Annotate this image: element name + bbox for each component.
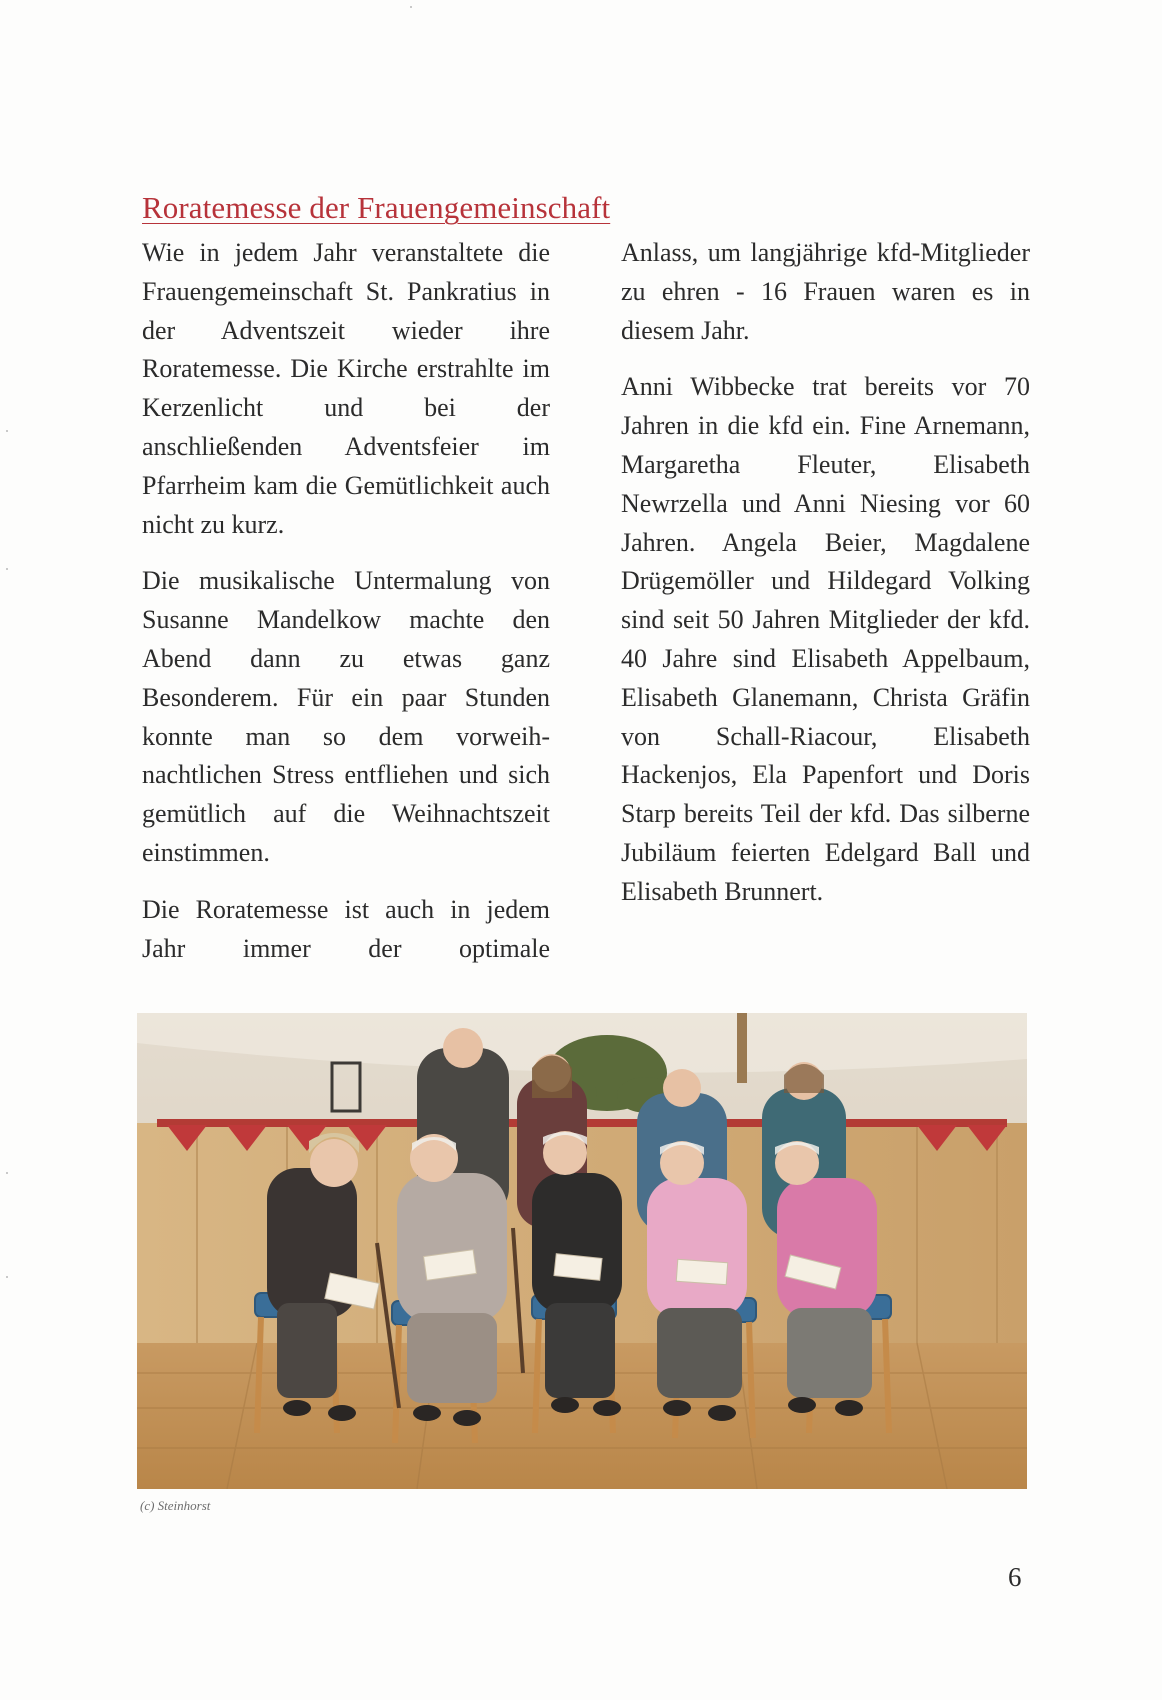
right-text-column (621, 234, 1030, 930)
article-title: Roratemesse der Frauengemeinschaft (142, 190, 611, 225)
group-photo (137, 1013, 1027, 1489)
scan-speck (410, 6, 412, 8)
scan-speck (6, 1276, 8, 1278)
paragraph: Die Roratemesse ist auch in jedem Jahr immer der optimale (142, 894, 550, 963)
paragraph: Anlass, um langjährige kfd-Mitglieder zu ehren - 16 Frauen waren es in diesem Jahr. (621, 238, 1030, 345)
photo-credit: (c) Steinhorst (140, 1498, 211, 1513)
group-photo-illustration (137, 1013, 1027, 1489)
paragraph: Wie in jedem Jahr veranstaltete die Frauengemeinschaft St. Pankratius in der Adventszeit wieder ihre Roratemesse. Die Kirche erstrahlte im Kerzenlicht und bei der anschließenden Adventsfeier im Pfarrheim kam die Gemütlichkeit auch nicht zu kurz. (142, 238, 550, 539)
paragraph: Die musikalische Untermalung von Susanne Mandelkow machte den Abend dann zu etwas ganz Besonderem. Für ein paar Stunden konnte man so dem vorweihnachtlichen Stress entfliehen und sich gemütlich auf die Weihnachtszeit einstimmen. (142, 566, 550, 867)
scan-speck (6, 568, 8, 570)
paragraph: Anni Wibbecke trat bereits vor 70 Jahren in die kfd ein. Fine Arnemann, Margaretha Fleuter, Elisabeth Newrzella und Anni Niesing vor 60 Jahren. Angela Beier, Magdalene Drügemöller und Hildegard Volking sind seit 50 Jahren Mitglieder der kfd. 40 Jahre sind Elisabeth Appelbaum, Elisabeth Glanemann, Christa Gräfin von Schall-Riacour, Elisabeth Hackenjos, Ela Papenfort und Doris Starp bereits Teil der kfd. Das silberne Jubiläum feierten Edelgard Ball und Elisabeth Brunnert. (621, 372, 1030, 906)
left-text-column (142, 234, 550, 986)
scan-speck (6, 1172, 8, 1174)
page-number: 6 (1008, 1562, 1022, 1592)
scan-speck (6, 430, 8, 432)
